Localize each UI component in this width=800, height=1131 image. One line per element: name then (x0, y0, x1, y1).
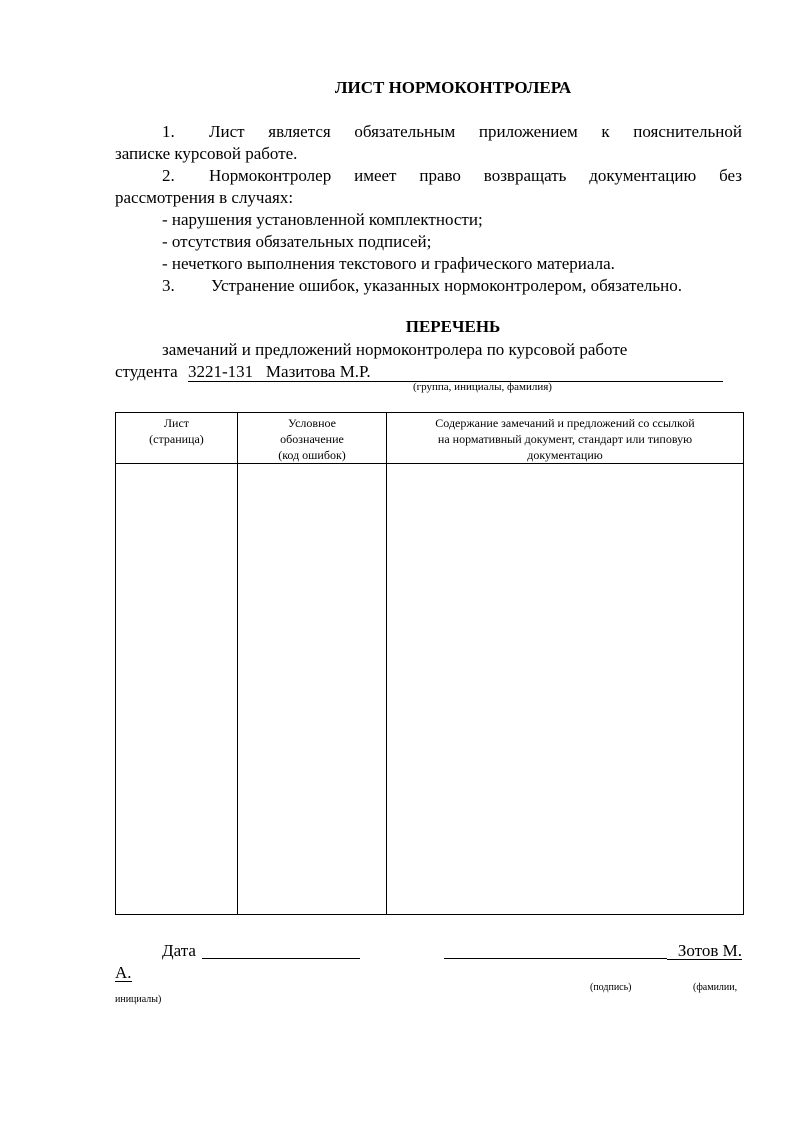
table-header-row (116, 413, 744, 464)
table-cell[interactable] (238, 464, 387, 915)
signature-caption: (подпись) (590, 982, 632, 993)
word: пояснительной (633, 122, 742, 141)
bullet-item: - отсутствия обязательных подписей; (162, 232, 432, 251)
page-title: ЛИСТ НОРМОКОНТРОЛЕРА (334, 78, 572, 97)
name-caption-part-2: инициалы) (115, 994, 162, 1005)
item-1-number: 1. (162, 122, 175, 141)
remarks-table (115, 412, 744, 915)
word: возвращать (483, 166, 567, 185)
list-heading: ПЕРЕЧЕНЬ (405, 317, 501, 336)
item-2-number: 2. (162, 166, 175, 185)
word: право (419, 166, 461, 185)
student-value-text: 3221-131 Мазитова М.Р. (188, 362, 371, 381)
word: Нормоконтролер (209, 166, 332, 185)
list-subheading: замечаний и предложений нормоконтролера по курсовой работе (162, 340, 628, 359)
table-row (116, 464, 744, 915)
word: без (719, 166, 742, 185)
signature-field[interactable] (444, 958, 667, 959)
date-field[interactable] (202, 958, 360, 959)
bullet-item: - нарушения установленной комплектности; (162, 210, 483, 229)
word: Лист (209, 122, 245, 141)
word: к (601, 122, 610, 141)
signer-name-part-2: А. (115, 963, 132, 982)
signer-name-part-1: Зотов М. (667, 940, 742, 960)
item-1-line-2: записке курсовой работе. (115, 144, 298, 163)
word: приложением (478, 122, 578, 141)
column-header-sheet: Лист (страница) (116, 413, 238, 464)
student-caption: (группа, инициалы, фамилия) (413, 381, 552, 393)
date-label: Дата (162, 941, 196, 960)
word: имеет (354, 166, 397, 185)
word: является (268, 122, 331, 141)
student-label: студента (115, 362, 178, 381)
item-2-line-2: рассмотрения в случаях: (115, 188, 294, 207)
table-cell[interactable] (116, 464, 238, 915)
word: документацию (589, 166, 697, 185)
item-2-line-1 (209, 165, 742, 187)
word: обязательным (354, 122, 456, 141)
name-caption-part-1: (фамилии, (693, 982, 738, 993)
column-header-content: Содержание замечаний и предложений со ссылкой на нормативный документ, стандарт или типовую документацию (387, 413, 744, 464)
item-3-number: 3. (162, 276, 175, 295)
student-value (188, 361, 723, 382)
bullet-item: - нечеткого выполнения текстового и графического материала. (162, 254, 615, 273)
item-3-text: Устранение ошибок, указанных нормоконтролером, обязательно. (211, 276, 683, 295)
item-1-line-1 (209, 121, 742, 143)
table-cell[interactable] (387, 464, 744, 915)
column-header-code: Условное обозначение (код ошибок) (238, 413, 387, 464)
